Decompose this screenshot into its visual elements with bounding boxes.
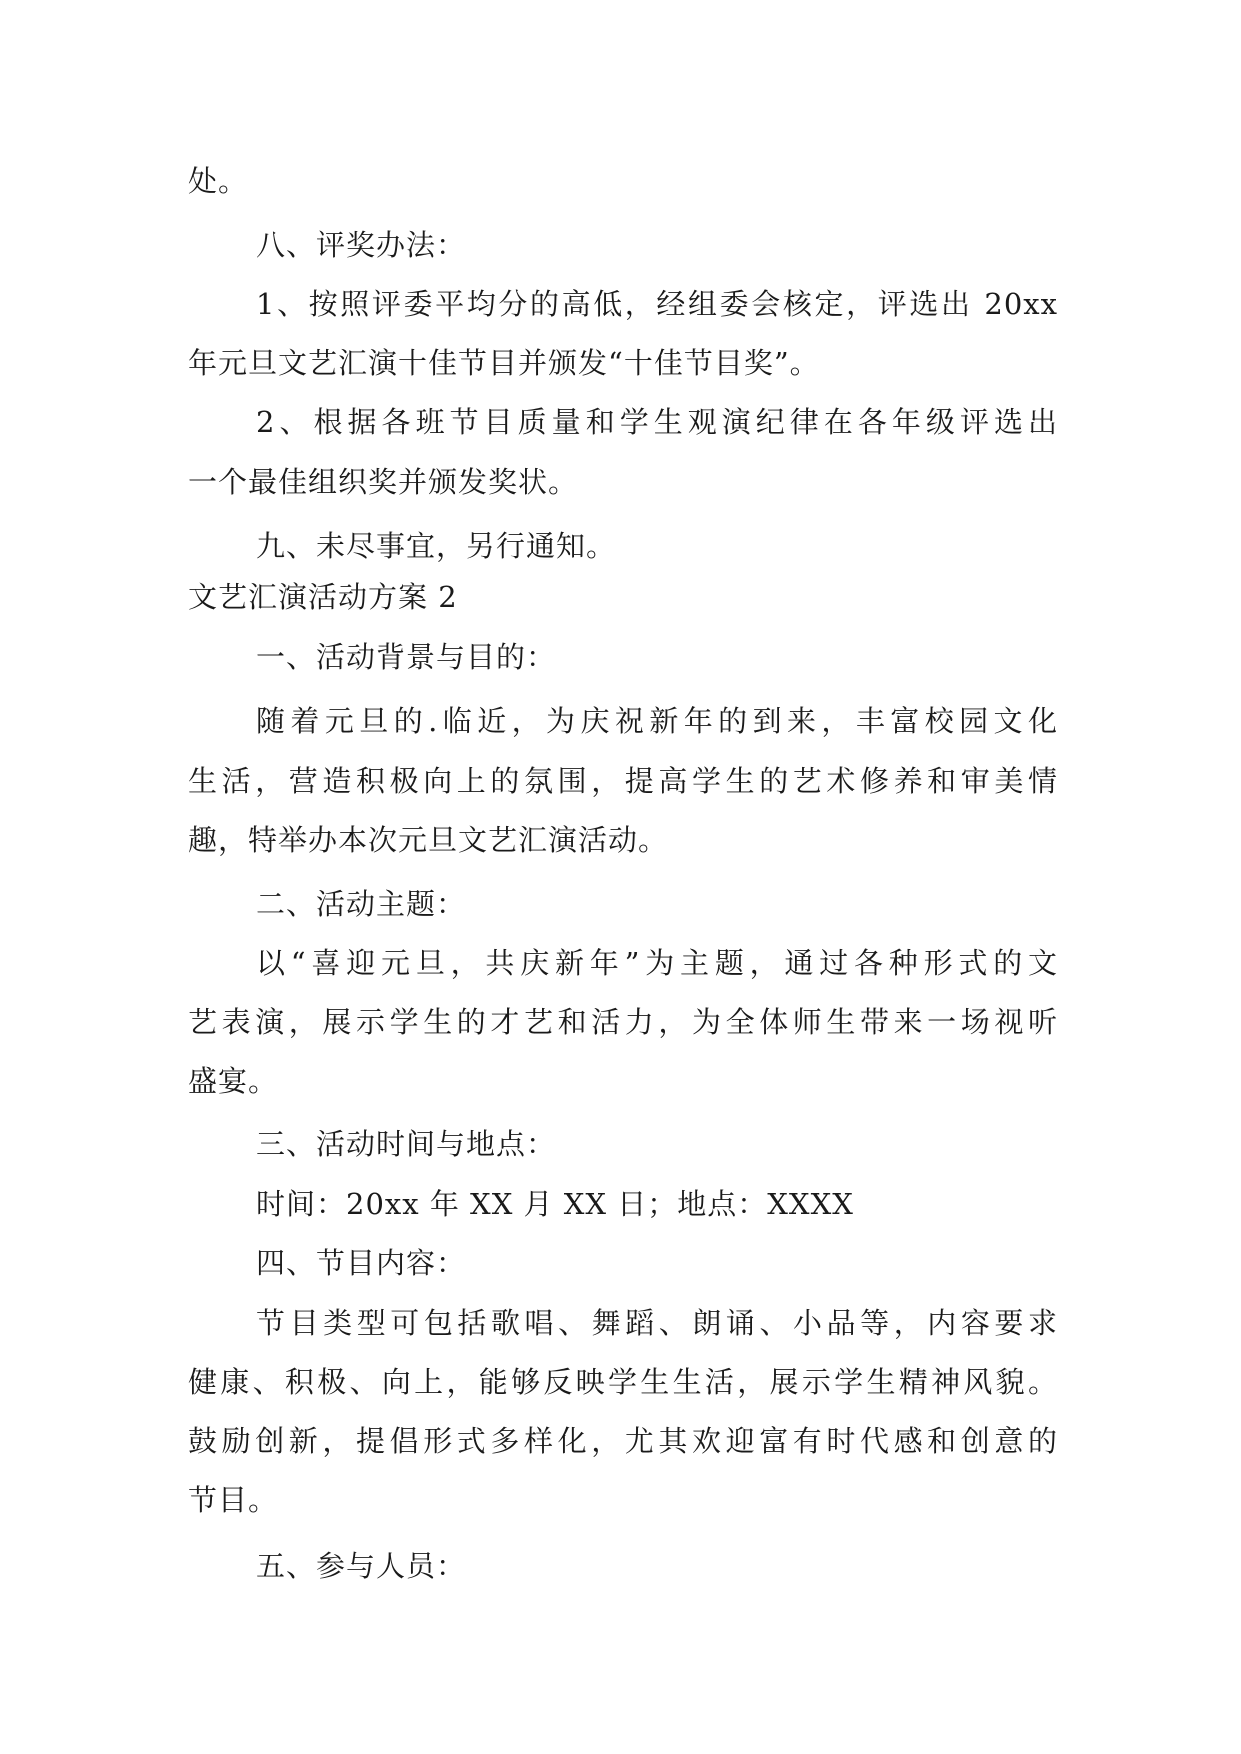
- section-heading: 九、未尽事宜，另行通知。: [256, 529, 617, 563]
- section-heading: 一、活动背景与目的：: [256, 640, 557, 674]
- text-line: 1、按照评委平均分的高低，经组委会核定，评选出 20xx: [256, 287, 1058, 321]
- text-line: 处。: [188, 164, 249, 198]
- text-line: 鼓励创新，提倡形式多样化，尤其欢迎富有时代感和创意的: [188, 1424, 1058, 1458]
- text-line: 节目类型可包括歌唱、舞蹈、朗诵、小品等，内容要求: [256, 1306, 1058, 1340]
- text-line: 以“喜迎元旦，共庆新年”为主题，通过各种形式的文: [256, 946, 1058, 980]
- section-heading: 四、节目内容：: [256, 1246, 467, 1280]
- text-line: 盛宴。: [188, 1064, 279, 1098]
- text-line: 艺表演，展示学生的才艺和活力，为全体师生带来一场视听: [188, 1005, 1058, 1039]
- text-line: 随着元旦的.临近，为庆祝新年的到来，丰富校园文化: [256, 704, 1058, 738]
- text-line: 健康、积极、向上，能够反映学生生活，展示学生精神风貌。: [188, 1365, 1058, 1399]
- section-heading: 二、活动主题：: [256, 887, 467, 921]
- text-line: 年元旦文艺汇演十佳节目并颁发“十佳节目奖”。: [188, 346, 820, 380]
- section-heading: 八、评奖办法：: [256, 228, 467, 262]
- section-heading: 三、活动时间与地点：: [256, 1127, 557, 1161]
- text-line: 一个最佳组织奖并颁发奖状。: [188, 465, 579, 499]
- document-title: 文艺汇演活动方案 2: [188, 580, 458, 614]
- text-line: 2、根据各班节目质量和学生观演纪律在各年级评选出: [256, 405, 1058, 439]
- text-line: 趣，特举办本次元旦文艺汇演活动。: [188, 823, 669, 857]
- text-line: 生活，营造积极向上的氛围，提高学生的艺术修养和审美情: [188, 764, 1058, 798]
- text-line: 节目。: [188, 1483, 279, 1517]
- text-line: 时间：20xx 年 XX 月 XX 日；地点：XXXX: [256, 1187, 854, 1221]
- section-heading: 五、参与人员：: [256, 1549, 467, 1583]
